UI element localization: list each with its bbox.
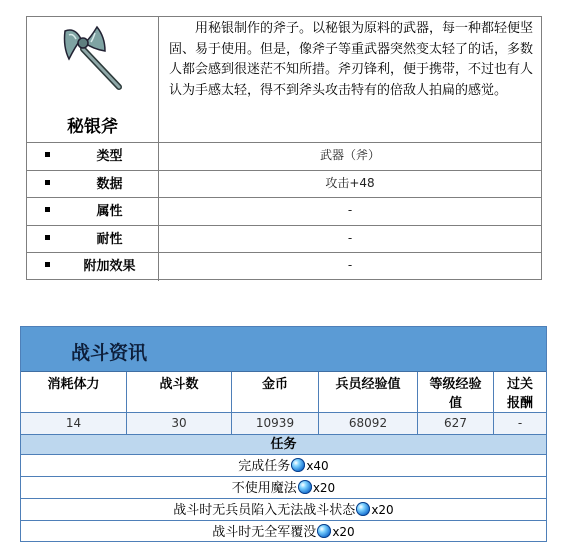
- property-label: 属性: [61, 198, 159, 225]
- value-level-exp: 627: [418, 413, 494, 434]
- task-reward: x40: [306, 459, 329, 473]
- task-text: 战斗时无全军覆没: [212, 525, 317, 540]
- task-row: [21, 499, 546, 521]
- bullet-icon: [45, 262, 50, 267]
- task-reward: x20: [312, 481, 336, 495]
- property-row-extra-effect: [27, 253, 541, 281]
- value-battles: 30: [127, 413, 232, 434]
- blue-gem-icon: [356, 502, 370, 516]
- property-label: 类型: [61, 143, 159, 170]
- battle-info-header: [21, 327, 546, 372]
- column-header-clear-reward: 过关报酬: [494, 372, 546, 413]
- property-value: -: [347, 203, 353, 218]
- task-text: 不使用魔法: [231, 481, 297, 496]
- bullet-icon: [45, 235, 50, 240]
- property-row-resistance: [27, 226, 541, 254]
- column-header-level-exp: 等级经验值: [418, 372, 494, 413]
- property-label: 数据: [61, 171, 159, 198]
- item-icon-cell: [27, 17, 159, 143]
- blue-gem-icon: [298, 480, 312, 494]
- task-reward: x20: [371, 503, 394, 517]
- property-label: 附加效果: [61, 253, 159, 281]
- property-value: -: [347, 230, 353, 245]
- property-row-data: [27, 171, 541, 199]
- blue-gem-icon: [291, 458, 305, 472]
- item-name: 秘银斧: [67, 117, 118, 137]
- task-text: 战斗时无兵员陷入无法战斗状态: [173, 503, 356, 518]
- task-reward: x20: [332, 525, 355, 539]
- property-row-type: [27, 143, 541, 171]
- column-header-troop-exp: 兵员经验值: [319, 372, 418, 413]
- battle-info-table: [20, 326, 547, 542]
- property-row-attribute: [27, 198, 541, 226]
- task-text: 完成任务: [238, 459, 291, 474]
- property-label: 耐性: [61, 226, 159, 253]
- bullet-icon: [45, 207, 50, 212]
- column-header-stamina: 消耗体力: [21, 372, 127, 413]
- column-header-gold: 金币: [232, 372, 319, 413]
- item-description: 用秘银制作的斧子。以秘银为原料的武器，每一种都轻便坚固、易于使用。但是，像斧子等重武器突然变太轻了的话，多数人都会感到很迷茫不知所措。斧刃锋利，便于携带，不过也有人认为手感太轻，得不到斧头攻击特有的倍敌人拍扁的感觉。: [169, 21, 534, 98]
- mithril-axe-icon: [61, 25, 125, 93]
- value-gold: 10939: [232, 413, 319, 434]
- task-header: 任务: [21, 434, 546, 455]
- property-value: 武器（斧）: [319, 148, 380, 162]
- column-header-battles: 战斗数: [127, 372, 232, 413]
- task-row: [21, 455, 546, 477]
- value-clear-reward: -: [494, 413, 546, 434]
- blue-gem-icon: [317, 524, 331, 538]
- battle-info-title: 战斗资讯: [71, 342, 148, 364]
- item-info-table: [26, 16, 542, 280]
- task-row: [21, 477, 546, 499]
- bullet-icon: [45, 152, 50, 157]
- task-row: [21, 521, 546, 543]
- property-value: 攻击+48: [325, 175, 375, 190]
- value-stamina: 14: [21, 413, 127, 434]
- item-description-cell: [159, 17, 541, 143]
- property-value: -: [347, 258, 353, 273]
- value-troop-exp: 68092: [319, 413, 418, 434]
- bullet-icon: [45, 180, 50, 185]
